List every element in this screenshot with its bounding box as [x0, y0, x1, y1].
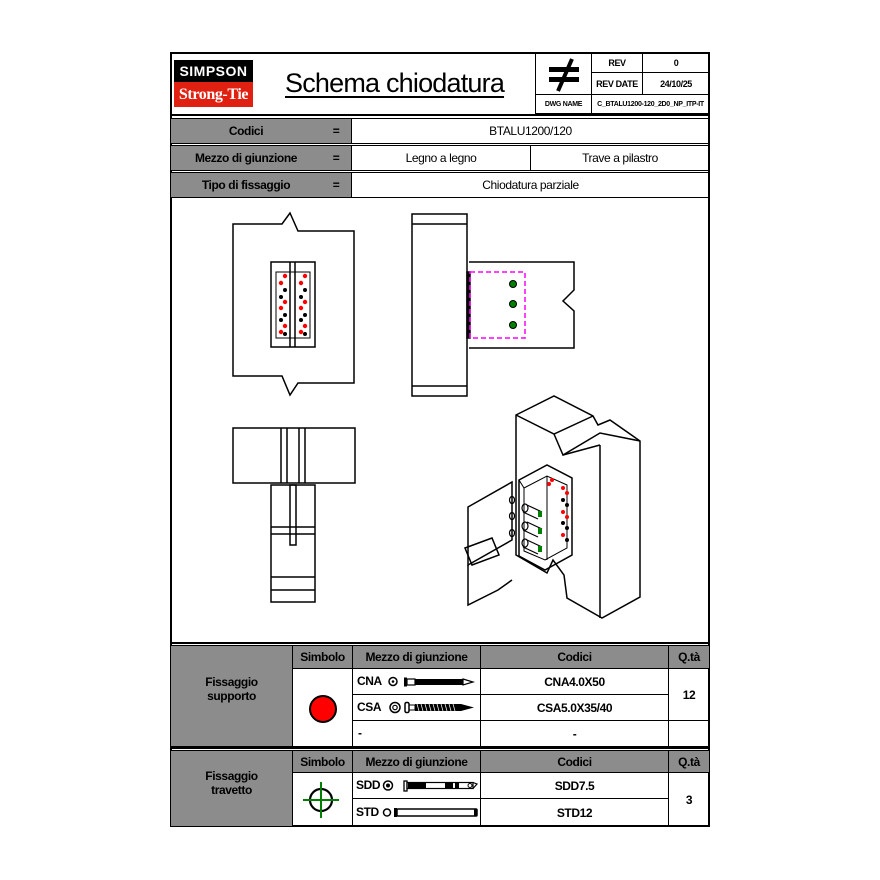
isometric-view	[465, 396, 640, 618]
section-label-travetto	[170, 750, 293, 827]
codice-csa: CSA5.0X35/40	[480, 694, 669, 721]
rev-label: REV	[591, 52, 643, 73]
equals-sign: =	[332, 124, 340, 138]
table-row	[352, 772, 481, 799]
rev-value: 0	[642, 52, 710, 73]
info-value-tipo: Chiodatura parziale	[351, 172, 710, 198]
dwg-name-value: C_BTALU1200-120_2D0_NP_ITP-IT	[591, 94, 710, 114]
header-simbolo: Simbolo	[292, 645, 353, 669]
mezzo-label: STD	[356, 805, 379, 819]
mezzo-label: CSA	[357, 700, 382, 714]
screw-icon	[353, 695, 482, 722]
side-view-screws	[510, 281, 517, 329]
page-title: Schema chiodatura	[285, 67, 505, 98]
top-view	[233, 428, 355, 602]
mezzo-label: CNA	[357, 674, 382, 688]
mezzo-label: SDD	[356, 778, 381, 792]
red-circle-symbol-icon	[293, 669, 354, 748]
info-label: Codici	[228, 124, 264, 138]
header-simbolo: Simbolo	[292, 750, 353, 773]
qty-supporto: 12	[668, 668, 710, 721]
logo-simpson: SIMPSON	[174, 60, 253, 82]
header-qty: Q.tà	[668, 645, 710, 669]
info-value-codici: BTALU1200/120	[351, 118, 710, 144]
header-mezzo: Mezzo di giunzione	[352, 645, 481, 669]
equals-sign: =	[332, 178, 340, 192]
green-crosshair-symbol-icon	[293, 773, 354, 828]
section-label-text: Fissaggio supporto	[205, 675, 258, 703]
qty-empty-cell	[668, 720, 710, 747]
header-codici: Codici	[480, 750, 669, 773]
symbol-cell	[292, 772, 353, 827]
front-view	[233, 213, 354, 395]
codice-cna: CNA4.0X50	[480, 668, 669, 695]
logo-strong-tie: Strong-Tie	[174, 82, 253, 107]
section-label-text: Fissaggio travetto	[205, 768, 258, 797]
nail-icon	[353, 669, 482, 696]
side-view	[412, 214, 574, 396]
header-mezzo: Mezzo di giunzione	[352, 750, 481, 773]
equals-sign: =	[332, 151, 340, 165]
rev-date-value: 24/10/25	[642, 72, 710, 95]
front-view-nails	[279, 274, 307, 336]
dowel-icon	[353, 799, 482, 828]
section-label-supporto	[170, 645, 293, 747]
codice-sdd: SDD7.5	[480, 772, 669, 799]
dwg-name-label: DWG NAME	[535, 94, 592, 114]
table-row	[352, 798, 481, 827]
info-label: Mezzo di giunzione	[194, 151, 298, 165]
table-row	[352, 668, 481, 695]
mezzo-label: -	[358, 726, 362, 740]
qty-travetto: 3	[668, 772, 710, 827]
info-label: Tipo di fissaggio	[201, 178, 291, 192]
header-qty: Q.tà	[668, 750, 710, 773]
info-value-mezzo-1: Legno a legno	[351, 145, 531, 171]
rev-date-label: REV DATE	[591, 72, 643, 95]
table-row	[352, 694, 481, 721]
info-value-mezzo-2: Trave a pilastro	[530, 145, 710, 171]
header-codici: Codici	[480, 645, 669, 669]
codice-empty: -	[480, 720, 669, 747]
table-row	[352, 720, 481, 747]
symbol-cell	[292, 668, 353, 747]
codice-std: STD12	[480, 798, 669, 827]
dowel-screw-icon	[353, 773, 482, 800]
